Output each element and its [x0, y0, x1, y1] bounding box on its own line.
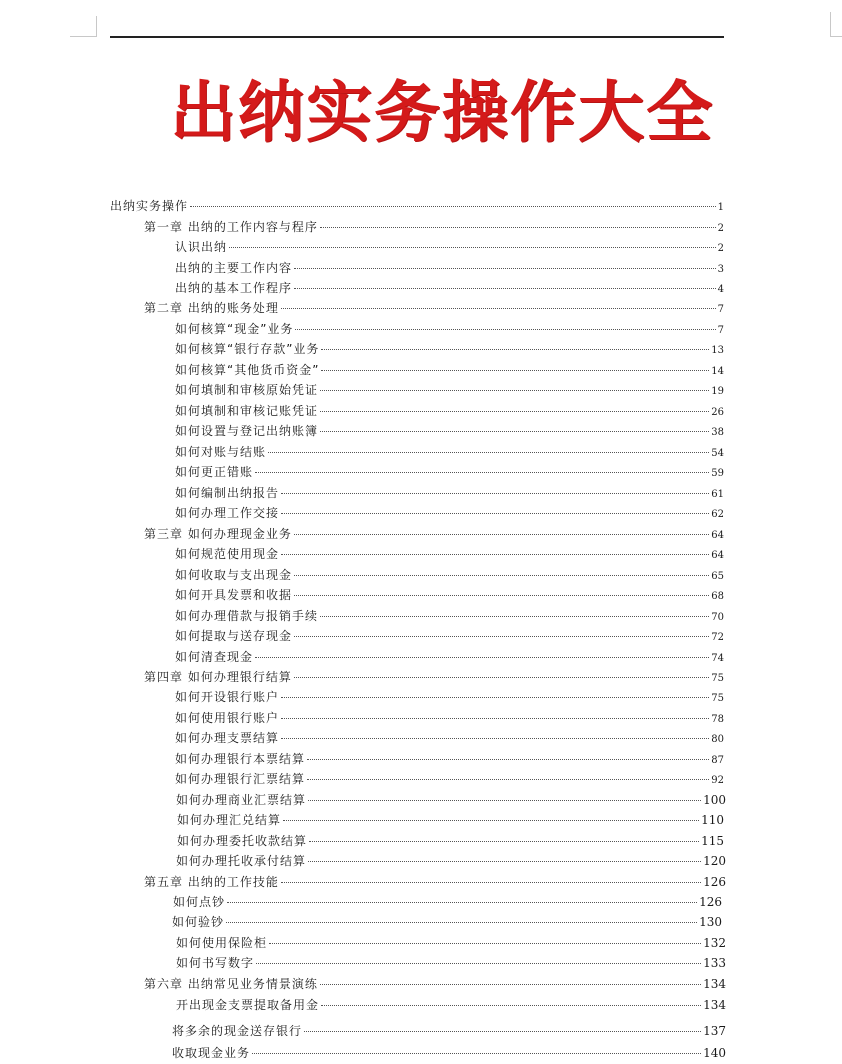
- toc-entry-label: 如何办理托收承付结算: [176, 854, 307, 868]
- toc-dot-leader: [281, 493, 709, 494]
- toc-entry[interactable]: [177, 810, 724, 830]
- toc-entry[interactable]: [175, 749, 724, 769]
- toc-entry[interactable]: [175, 544, 724, 564]
- toc-entry-label: 出纳实务操作: [110, 199, 189, 213]
- toc-entry[interactable]: [176, 851, 726, 871]
- toc-entry-page-number: 126: [703, 875, 726, 889]
- toc-entry[interactable]: [110, 196, 724, 216]
- toc-dot-leader: [252, 1053, 701, 1054]
- toc-entry-page-number: 92: [711, 775, 724, 786]
- toc-entry-page-number: 140: [703, 1046, 726, 1060]
- toc-entry-label: 如何办理借款与报销手续: [175, 609, 319, 623]
- toc-dot-leader: [294, 595, 709, 596]
- toc-entry-page-number: 130: [699, 915, 722, 929]
- toc-entry-page-number: 70: [711, 612, 724, 623]
- toc-entry-label: 如何办理银行汇票结算: [175, 772, 306, 786]
- toc-entry[interactable]: [175, 462, 724, 482]
- toc-entry-label: 第三章 如何办理现金业务: [144, 527, 292, 541]
- toc-entry-label: 如何书写数字: [176, 956, 255, 970]
- toc-entry-label: 如何办理工作交接: [175, 506, 280, 520]
- toc-entry[interactable]: [176, 933, 726, 953]
- toc-dot-leader: [308, 800, 701, 801]
- crop-mark-top-left: [70, 16, 97, 37]
- toc-entry-page-number: 134: [703, 977, 726, 991]
- toc-dot-leader: [320, 984, 701, 985]
- toc-dot-leader: [294, 534, 709, 535]
- toc-entry-page-number: 65: [711, 571, 724, 582]
- toc-dot-leader: [307, 759, 709, 760]
- toc-entry[interactable]: [176, 790, 726, 810]
- toc-entry[interactable]: [175, 442, 724, 462]
- toc-dot-leader: [307, 779, 709, 780]
- toc-dot-leader: [304, 1031, 701, 1032]
- toc-entry-page-number: 64: [711, 550, 724, 561]
- toc-entry-label: 如何核算“其他货币资金”: [175, 363, 320, 377]
- toc-entry[interactable]: [175, 401, 724, 421]
- toc-entry[interactable]: [175, 421, 724, 441]
- toc-entry-label: 如何办理商业汇票结算: [176, 793, 307, 807]
- toc-dot-leader: [281, 697, 709, 698]
- toc-entry-page-number: 7: [717, 304, 724, 315]
- toc-dot-leader: [320, 390, 709, 391]
- toc-dot-leader: [294, 636, 709, 637]
- toc-entry-page-number: 120: [703, 854, 726, 868]
- toc-entry-label: 出纳的主要工作内容: [175, 261, 293, 275]
- toc-entry-label: 认识出纳: [175, 240, 228, 254]
- toc-dot-leader: [281, 308, 716, 309]
- header-rule: [110, 36, 724, 38]
- toc-entry-page-number: 59: [711, 468, 724, 479]
- toc-entry-page-number: 72: [711, 632, 724, 643]
- toc-entry-label: 如何开具发票和收据: [175, 588, 293, 602]
- toc-entry[interactable]: [175, 380, 724, 400]
- toc-dot-leader: [320, 616, 709, 617]
- toc-entry-label: 第六章 出纳常见业务情景演练: [144, 977, 318, 991]
- toc-entry-page-number: 62: [711, 509, 724, 520]
- toc-dot-leader: [321, 349, 709, 350]
- toc-dot-leader: [269, 943, 701, 944]
- toc-entry[interactable]: [144, 667, 724, 687]
- toc-entry[interactable]: [172, 912, 722, 932]
- toc-dot-leader: [320, 227, 716, 228]
- toc-dot-leader: [281, 513, 709, 514]
- toc-entry-page-number: 38: [711, 427, 724, 438]
- toc-entry[interactable]: [175, 606, 724, 626]
- toc-entry[interactable]: [175, 687, 724, 707]
- toc-entry[interactable]: [172, 1021, 726, 1041]
- toc-entry-label: 如何提取与送存现金: [175, 629, 293, 643]
- toc-entry-label: 如何点钞: [173, 895, 226, 909]
- toc-dot-leader: [308, 861, 701, 862]
- toc-entry[interactable]: [144, 974, 726, 994]
- toc-dot-leader: [190, 206, 716, 207]
- toc-entry-page-number: 19: [711, 386, 724, 397]
- toc-entry-label: 如何收取与支出现金: [175, 568, 293, 582]
- toc-entry-page-number: 133: [703, 956, 726, 970]
- toc-entry[interactable]: [144, 524, 724, 544]
- toc-entry-page-number: 134: [703, 998, 726, 1012]
- toc-entry-page-number: 75: [711, 673, 724, 684]
- toc-entry[interactable]: [144, 217, 724, 237]
- toc-dot-leader: [268, 452, 709, 453]
- toc-dot-leader: [255, 472, 709, 473]
- toc-entry-label: 如何开设银行账户: [175, 690, 280, 704]
- toc-entry-label: 如何清查现金: [175, 650, 254, 664]
- toc-dot-leader: [256, 963, 701, 964]
- toc-entry-label: 如何办理银行本票结算: [175, 752, 306, 766]
- toc-entry-label: 如何更正错账: [175, 465, 254, 479]
- toc-entry-page-number: 74: [711, 653, 724, 664]
- toc-entry-label: 如何验钞: [172, 915, 225, 929]
- toc-entry[interactable]: [175, 503, 724, 523]
- toc-entry-page-number: 110: [701, 813, 724, 827]
- toc-dot-leader: [294, 677, 709, 678]
- toc-entry[interactable]: [175, 278, 724, 298]
- toc-entry-label: 如何填制和审核原始凭证: [175, 383, 319, 397]
- toc-entry[interactable]: [177, 831, 724, 851]
- toc-dot-leader: [294, 575, 709, 576]
- toc-dot-leader: [229, 247, 716, 248]
- toc-entry-label: 如何使用银行账户: [175, 711, 280, 725]
- toc-entry[interactable]: [176, 953, 726, 973]
- toc-dot-leader: [295, 329, 715, 330]
- toc-entry-page-number: 126: [699, 895, 722, 909]
- toc-entry[interactable]: [175, 360, 724, 380]
- toc-entry-label: 如何设置与登记出纳账簿: [175, 424, 319, 438]
- toc-entry-label: 第四章 如何办理银行结算: [144, 670, 292, 684]
- toc-entry-page-number: 3: [717, 264, 724, 275]
- toc-entry-label: 如何编制出纳报告: [175, 486, 280, 500]
- toc-dot-leader: [226, 922, 697, 923]
- toc-entry-label: 出纳的基本工作程序: [175, 281, 293, 295]
- toc-entry[interactable]: [175, 319, 724, 339]
- toc-entry[interactable]: [175, 237, 724, 257]
- toc-dot-leader: [255, 657, 709, 658]
- toc-entry-label: 如何办理支票结算: [175, 731, 280, 745]
- toc-entry-label: 如何核算“现金”业务: [175, 322, 294, 336]
- toc-dot-leader: [281, 718, 709, 719]
- toc-dot-leader: [294, 268, 716, 269]
- toc-dot-leader: [281, 882, 701, 883]
- toc-entry-page-number: 7: [717, 325, 724, 336]
- toc-entry[interactable]: [175, 626, 724, 646]
- toc-entry-page-number: 4: [717, 284, 724, 295]
- toc-entry[interactable]: [144, 872, 726, 892]
- toc-entry-label: 开出现金支票提取备用金: [176, 998, 320, 1012]
- toc-dot-leader: [309, 841, 699, 842]
- toc-entry-page-number: 64: [711, 530, 724, 541]
- toc-entry-label: 收取现金业务: [172, 1046, 251, 1060]
- toc-entry-label: 第二章 出纳的账务处理: [144, 301, 279, 315]
- toc-entry-label: 如何办理汇兑结算: [177, 813, 282, 827]
- toc-entry-label: 如何使用保险柜: [176, 936, 268, 950]
- toc-entry[interactable]: [144, 298, 724, 318]
- toc-entry[interactable]: [175, 708, 724, 728]
- toc-entry[interactable]: [175, 483, 724, 503]
- toc-entry[interactable]: [175, 647, 724, 667]
- toc-entry-label: 如何对账与结账: [175, 445, 267, 459]
- toc-dot-leader: [320, 411, 709, 412]
- toc-entry[interactable]: [175, 769, 724, 789]
- toc-entry-page-number: 78: [711, 714, 724, 725]
- toc-entry-label: 如何办理委托收款结算: [177, 834, 308, 848]
- toc-entry[interactable]: [175, 585, 724, 605]
- toc-entry-page-number: 61: [711, 489, 724, 500]
- toc-entry-page-number: 100: [703, 793, 726, 807]
- toc-entry-page-number: 13: [711, 345, 724, 356]
- toc-entry[interactable]: [175, 565, 724, 585]
- toc-dot-leader: [281, 554, 709, 555]
- toc-entry-page-number: 115: [701, 834, 724, 848]
- toc-entry[interactable]: [175, 339, 724, 359]
- toc-dot-leader: [321, 370, 709, 371]
- toc-dot-leader: [294, 288, 716, 289]
- document-title: 出纳实务操作大全: [170, 73, 714, 151]
- toc-entry-page-number: 75: [711, 693, 724, 704]
- toc-entry-label: 第一章 出纳的工作内容与程序: [144, 220, 318, 234]
- toc-entry-page-number: 132: [703, 936, 726, 950]
- toc-entry-page-number: 1: [717, 202, 724, 213]
- toc-entry-page-number: 26: [711, 407, 724, 418]
- toc-entry-label: 如何填制和审核记账凭证: [175, 404, 319, 418]
- toc-dot-leader: [283, 820, 699, 821]
- toc-entry-label: 将多余的现金送存银行: [172, 1024, 303, 1038]
- toc-entry-page-number: 14: [711, 366, 724, 377]
- toc-entry-label: 如何核算“银行存款”业务: [175, 342, 320, 356]
- toc-entry-page-number: 87: [711, 755, 724, 766]
- toc-entry[interactable]: [173, 892, 722, 912]
- toc-entry[interactable]: [176, 995, 726, 1015]
- toc-dot-leader: [227, 902, 697, 903]
- crop-mark-top-right: [830, 12, 842, 37]
- toc-entry[interactable]: [172, 1043, 726, 1063]
- toc-entry[interactable]: [175, 728, 724, 748]
- toc-entry-page-number: 54: [711, 448, 724, 459]
- toc-entry-label: 第五章 出纳的工作技能: [144, 875, 279, 889]
- toc-entry-page-number: 2: [717, 243, 724, 254]
- toc-entry-page-number: 2: [717, 223, 724, 234]
- toc-dot-leader: [321, 1005, 701, 1006]
- toc-entry-label: 如何规范使用现金: [175, 547, 280, 561]
- toc-dot-leader: [320, 431, 709, 432]
- toc-entry-page-number: 68: [711, 591, 724, 602]
- toc-entry[interactable]: [175, 258, 724, 278]
- toc-entry-page-number: 137: [703, 1024, 726, 1038]
- toc-entry-page-number: 80: [711, 734, 724, 745]
- toc-dot-leader: [281, 738, 709, 739]
